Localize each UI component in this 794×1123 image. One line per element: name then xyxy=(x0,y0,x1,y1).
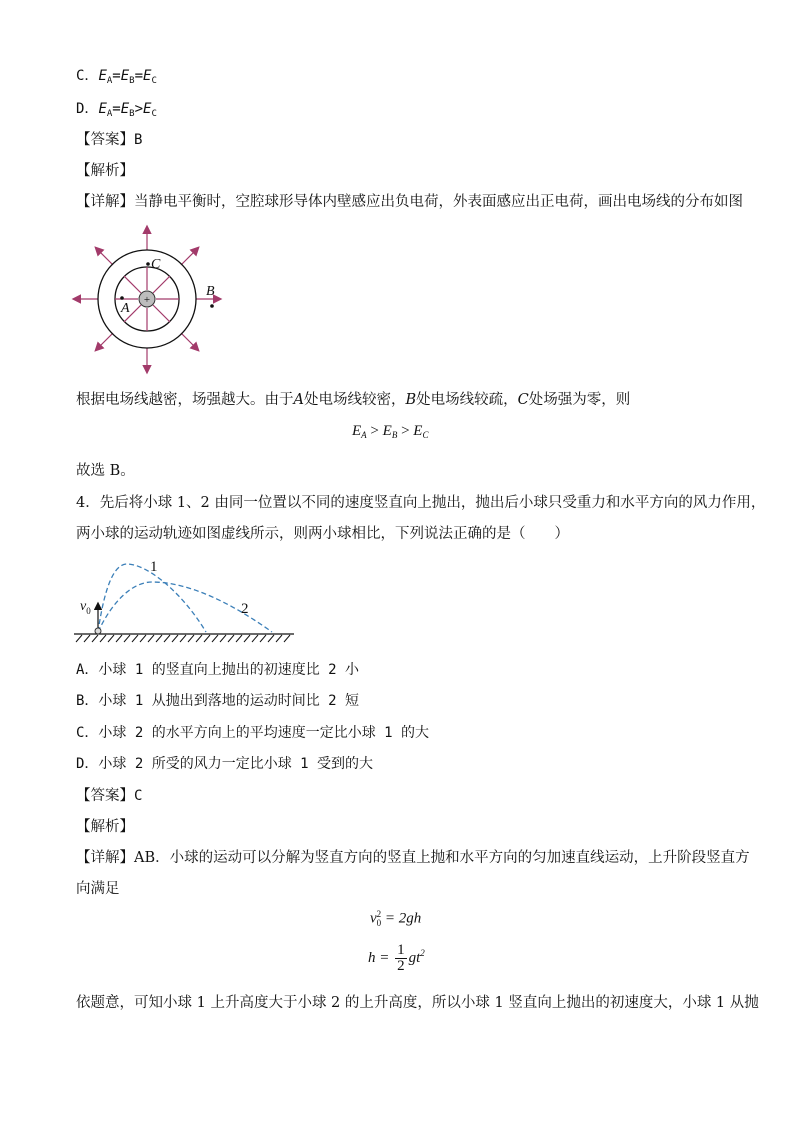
answer-line-q4 xyxy=(76,786,142,806)
analysis-tag-q3: 【解析】 xyxy=(76,163,134,179)
answer-tag: 【答案】 xyxy=(76,788,134,804)
answer-tag: 【答案】 xyxy=(76,132,134,148)
point-c-dot xyxy=(146,262,150,266)
reason-line-q3: 根据电场线越密，场强越大。由于A处电场线较密，B处电场线较疏，C处场强为零，则 xyxy=(76,392,631,408)
label-c: C xyxy=(151,257,161,272)
equation-1: v 2 0 = 2gh xyxy=(370,909,422,928)
option-d: D．$E_A=E_B>E_C$ xyxy=(76,101,157,119)
detail-tag: 【详解】 xyxy=(76,194,134,210)
q4-stem-line2: 两小球的运动轨迹如图虚线所示，则两小球相比，下列说法正确的是（ ） xyxy=(76,526,569,542)
q4-option-b: B．小球 1 从抛出到落地的运动时间比 2 短 xyxy=(76,693,359,709)
field-lines-figure xyxy=(70,222,230,382)
equation-2: h = $\frac{1}{2}$ $gt^2$ xyxy=(368,942,425,974)
label-v0: $v_0$ xyxy=(80,599,91,616)
final-line-q4: 依题意，可知小球 1 上升高度大于小球 2 的上升高度，所以小球 1 竖直向上抛出的初速度大，小球 1 从抛 xyxy=(76,995,759,1011)
label-b: B xyxy=(206,284,215,299)
detail-line2-q4: 向满足 xyxy=(76,881,120,897)
detail-line-q3: 【详解】当静电平衡时，空腔球形导体内壁感应出负电荷，外表面感应出正电荷，画出电场线的分布如图 xyxy=(76,194,743,210)
answer-line-q3 xyxy=(76,130,142,150)
answer-value: B xyxy=(134,132,143,148)
conclusion-q3: 故选 B。 xyxy=(76,463,135,479)
ground-hatch xyxy=(76,635,290,642)
label-a: A xyxy=(121,301,130,316)
center-sign: + xyxy=(143,294,151,306)
q4-option-c: C．小球 2 的水平方向上的平均速度一定比小球 1 的大 xyxy=(76,725,429,741)
q4-option-a: A．小球 1 的竖直向上抛出的初速度比 2 小 xyxy=(76,662,359,678)
q4-stem-line1: 4．先后将小球 1、2 由同一位置以不同的速度竖直向上抛出，抛出后小球只受重力和水平方向的风力作用， xyxy=(76,495,766,511)
analysis-tag-q4: 【解析】 xyxy=(76,819,134,835)
option-c: C．$E_A=E_B=E_C$ xyxy=(76,68,157,86)
q4-option-d: D．小球 2 所受的风力一定比小球 1 受到的大 xyxy=(76,756,373,772)
label-1: 1 xyxy=(150,559,158,575)
point-a-dot xyxy=(120,296,124,300)
ball xyxy=(95,628,101,634)
trajectory-figure xyxy=(72,552,304,648)
detail-line1-q4: 【详解】AB．小球的运动可以分解为竖直方向的竖直上抛和水平方向的匀加速直线运动，上升阶段竖直方 xyxy=(76,850,750,866)
formula-field-strength: $E_A > E_B > E_C$ xyxy=(352,423,429,440)
point-b-dot xyxy=(210,304,214,308)
detail-tag: 【详解】 xyxy=(76,850,134,866)
label-2: 2 xyxy=(241,601,249,617)
answer-value: C xyxy=(134,788,143,804)
